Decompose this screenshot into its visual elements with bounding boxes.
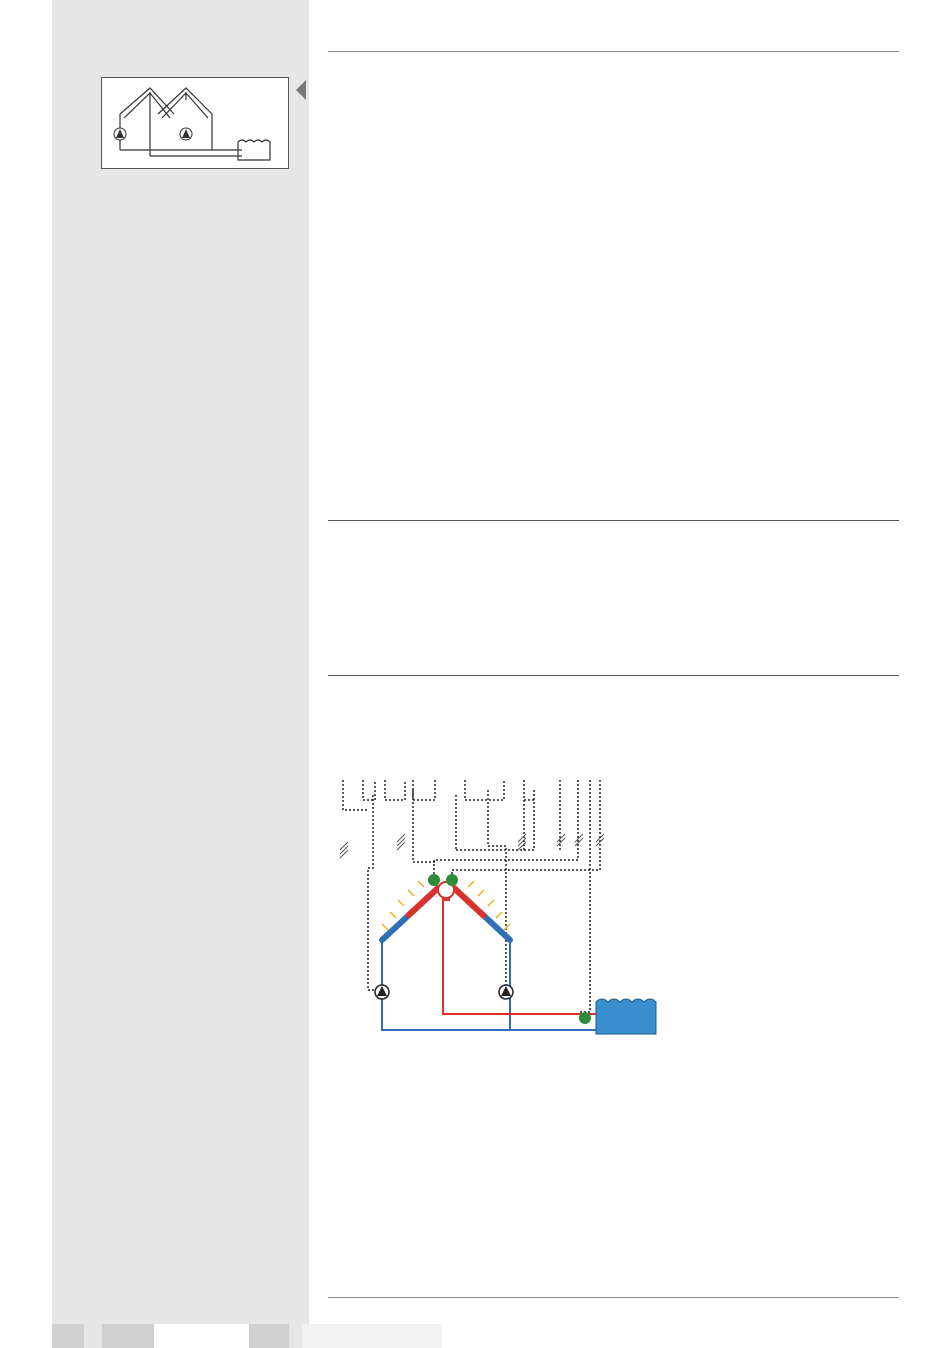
pump-r1-icon xyxy=(375,985,389,999)
bottom-edge-marks xyxy=(52,1324,442,1348)
footer-rule xyxy=(328,1297,899,1298)
page-marker-arrow-icon xyxy=(296,80,306,100)
pool-icon xyxy=(596,999,656,1034)
hinweis-bottom-rule xyxy=(328,675,899,676)
sensor-t3 xyxy=(579,1012,591,1024)
pump-r2-icon xyxy=(499,985,513,999)
system-schematic-icon xyxy=(102,78,288,168)
sidebar-panel xyxy=(52,0,309,1348)
hinweis-top-rule xyxy=(328,520,899,521)
wiring-diagram xyxy=(328,750,668,1040)
header-rule xyxy=(328,51,899,52)
system-thumbnail xyxy=(101,77,289,169)
sensor-t1 xyxy=(428,874,440,886)
sensor-t2 xyxy=(446,874,458,886)
